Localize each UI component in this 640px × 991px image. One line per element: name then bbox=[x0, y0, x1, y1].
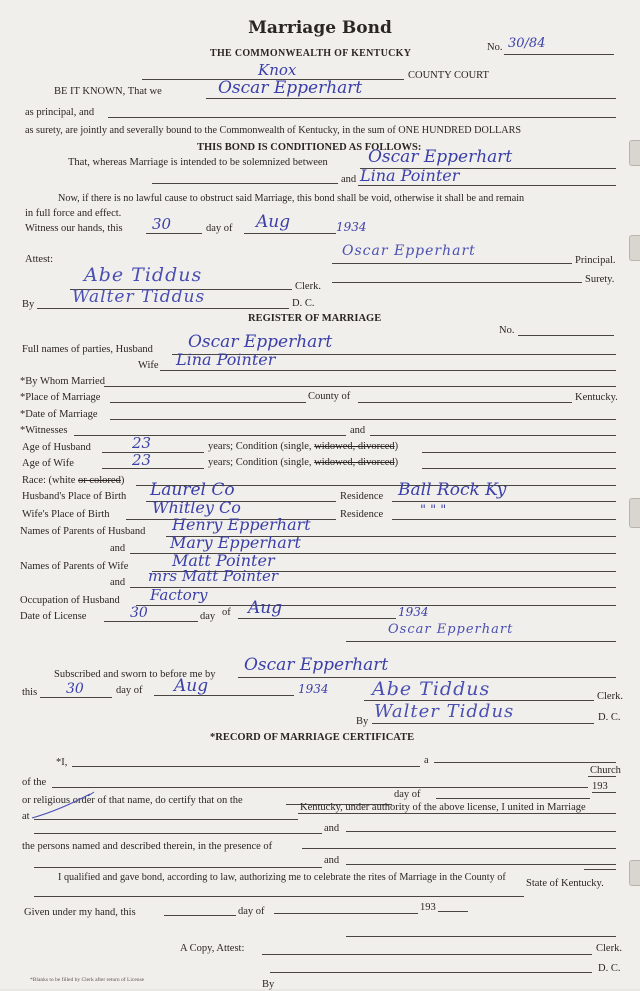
line bbox=[34, 819, 298, 820]
age-wife-label: Age of Wife bbox=[22, 458, 74, 469]
age-husband-value: 23 bbox=[132, 434, 152, 452]
line bbox=[298, 813, 616, 814]
by-label: By bbox=[22, 299, 35, 310]
no-label: No. bbox=[487, 42, 503, 53]
line bbox=[422, 452, 616, 453]
parent-husband-2: Mary Epperhart bbox=[170, 533, 301, 552]
line bbox=[52, 787, 588, 788]
line bbox=[274, 913, 418, 914]
dc-label: D. C. bbox=[292, 298, 315, 309]
county-court-label: COUNTY COURT bbox=[408, 70, 489, 81]
line bbox=[104, 386, 616, 387]
full-names-label: Full names of parties, Husband bbox=[22, 344, 153, 355]
line bbox=[438, 911, 468, 912]
wife-birth-label: Wife's Place of Birth bbox=[22, 509, 110, 520]
line bbox=[346, 641, 616, 642]
wife-residence-value: " " " bbox=[420, 503, 447, 518]
age-husband-label: Age of Husband bbox=[22, 442, 91, 453]
cert-i-label: *I, bbox=[56, 757, 68, 768]
line bbox=[244, 233, 336, 234]
dc-label-2: D. C. bbox=[598, 712, 621, 723]
dc-signature-2: Walter Tiddus bbox=[374, 701, 515, 722]
line bbox=[358, 185, 616, 186]
and-label-h: and bbox=[110, 543, 126, 554]
line bbox=[72, 766, 420, 767]
and-label: and bbox=[341, 174, 357, 185]
subscribed-month: Aug bbox=[174, 676, 209, 696]
clerk-signature: Abe Tiddus bbox=[84, 264, 203, 286]
given-day-of-label: day of bbox=[238, 906, 265, 917]
line bbox=[584, 869, 616, 870]
witness-day: 30 bbox=[152, 215, 172, 233]
as-principal-label: as principal, and bbox=[25, 107, 95, 118]
no-lawful-text-1: Now, if there is no lawful cause to obstruct said Marriage, this bond shall be void, otherwise it shall be and remain bbox=[58, 193, 525, 204]
line bbox=[436, 798, 590, 799]
line bbox=[152, 183, 338, 184]
subscribed-year: 1934 bbox=[298, 682, 329, 696]
given-year-label: 193 bbox=[420, 902, 436, 913]
line bbox=[434, 762, 616, 763]
license-signature: Oscar Epperhart bbox=[388, 622, 514, 637]
line bbox=[370, 435, 616, 436]
clerk-label-3: Clerk. bbox=[596, 943, 622, 954]
line bbox=[37, 308, 289, 309]
license-day: 30 bbox=[130, 605, 148, 621]
principal-name: Oscar Epperhart bbox=[218, 78, 363, 98]
witness-hands-label: Witness our hands, this bbox=[25, 223, 123, 234]
line bbox=[40, 697, 112, 698]
this-label: this bbox=[22, 687, 38, 698]
parent-husband-1: Henry Epperhart bbox=[172, 515, 311, 534]
line bbox=[346, 936, 616, 937]
line bbox=[136, 605, 616, 606]
line bbox=[346, 831, 616, 832]
place-marriage-label: *Place of Marriage bbox=[20, 392, 101, 403]
parent-wife-2: mrs Matt Pointer bbox=[148, 567, 279, 585]
parents-wife-label: Names of Parents of Wife bbox=[20, 561, 129, 572]
occupation-value: Factory bbox=[150, 586, 208, 604]
line bbox=[34, 896, 524, 897]
cert-year-label: 193 bbox=[592, 781, 608, 792]
license-day-label: day bbox=[200, 611, 216, 622]
pen-scribble-mark bbox=[30, 790, 100, 822]
presence-and-label: and bbox=[324, 855, 340, 866]
be-it-known-label: BE IT KNOWN, That we bbox=[54, 86, 162, 97]
register-heading: REGISTER OF MARRIAGE bbox=[248, 313, 382, 324]
binder-tab bbox=[629, 140, 640, 166]
kentucky-label: Kentucky. bbox=[575, 392, 618, 403]
clerk-signature-2: Abe Tiddus bbox=[372, 678, 491, 700]
line bbox=[154, 695, 294, 696]
surety-text: as surety, are jointly and severally bound to the Commonwealth of Kentucky, in the sum of ONE HUNDRED DOLLARS bbox=[25, 125, 522, 136]
witnesses-label: *Witnesses bbox=[20, 425, 68, 436]
sub-day-of-label: day of bbox=[116, 685, 143, 696]
subscribed-label: Subscribed and sworn to before me by bbox=[54, 669, 216, 680]
witness-year: 1934 bbox=[336, 220, 367, 234]
document-title: Marriage Bond bbox=[248, 18, 392, 38]
license-of-label: of bbox=[222, 607, 231, 618]
line bbox=[238, 618, 396, 619]
line bbox=[422, 468, 616, 469]
license-year: 1934 bbox=[398, 605, 429, 619]
by-whom-label: *By Whom Married bbox=[20, 376, 105, 387]
line bbox=[332, 263, 572, 264]
husband-residence-value: Ball Rock Ky bbox=[398, 480, 507, 500]
line bbox=[588, 776, 616, 777]
line bbox=[104, 621, 198, 622]
occupation-label: Occupation of Husband bbox=[20, 595, 120, 606]
county-value: Knox bbox=[258, 61, 297, 79]
state-kentucky-label: State of Kentucky. bbox=[526, 878, 604, 889]
line bbox=[102, 468, 204, 469]
line bbox=[392, 501, 616, 502]
record-heading: *RECORD OF MARRIAGE CERTIFICATE bbox=[210, 732, 415, 743]
line bbox=[358, 402, 572, 403]
footnote-text: *Blanks to be filled by Clerk after return of License bbox=[30, 977, 145, 983]
line bbox=[392, 519, 616, 520]
conditioned-heading: THIS BOND IS CONDITIONED AS FOLLOWS: bbox=[197, 142, 422, 153]
line bbox=[346, 864, 616, 865]
wife-label: Wife bbox=[138, 360, 159, 371]
principal-label: Principal. bbox=[575, 255, 616, 266]
binder-tab bbox=[629, 235, 640, 261]
line bbox=[110, 419, 616, 420]
and-label-w: and bbox=[110, 577, 126, 588]
line bbox=[110, 402, 306, 403]
line bbox=[592, 792, 616, 793]
line bbox=[146, 233, 202, 234]
husband-birth-label: Husband's Place of Birth bbox=[22, 491, 127, 502]
parent-wife-1: Matt Pointer bbox=[172, 551, 275, 570]
party2-name: Lina Pointer bbox=[360, 166, 460, 185]
line bbox=[108, 117, 616, 118]
dc-label-3: D. C. bbox=[598, 963, 621, 974]
line bbox=[74, 435, 346, 436]
line bbox=[102, 452, 204, 453]
clerk-label-2: Clerk. bbox=[597, 691, 623, 702]
given-hand-label: Given under my hand, this bbox=[24, 907, 136, 918]
line bbox=[504, 54, 614, 55]
surety-label: Surety. bbox=[585, 274, 615, 285]
subscribed-day: 30 bbox=[66, 681, 84, 697]
cert-day-of-label: day of bbox=[394, 789, 421, 800]
subscribed-name: Oscar Epperhart bbox=[244, 655, 389, 675]
line bbox=[332, 282, 582, 283]
day-of-label: day of bbox=[206, 223, 233, 234]
by-label-3: By bbox=[262, 979, 275, 990]
clerk-label: Clerk. bbox=[295, 281, 321, 292]
line bbox=[270, 972, 592, 973]
wife-residence-label: Residence bbox=[340, 509, 384, 520]
binder-tab bbox=[629, 498, 640, 528]
cert-and-label: and bbox=[324, 823, 340, 834]
line bbox=[160, 370, 616, 371]
bond-number: 30/84 bbox=[508, 36, 546, 51]
binder-tab bbox=[629, 860, 640, 886]
commonwealth-heading: THE COMMONWEALTH OF KENTUCKY bbox=[210, 48, 412, 59]
church-label: Church bbox=[590, 765, 621, 776]
line bbox=[34, 867, 322, 868]
husband-birth-value: Laurel Co bbox=[150, 480, 235, 500]
line bbox=[302, 848, 616, 849]
line bbox=[262, 954, 592, 955]
license-month: Aug bbox=[248, 598, 283, 618]
wife-birth-value: Whitley Co bbox=[152, 498, 241, 517]
persons-named-text: the persons named and described therein, in the presence of bbox=[22, 841, 273, 852]
condition-husband: years; Condition (single, widowed, divorced) bbox=[208, 441, 399, 452]
of-the-label: of the bbox=[22, 777, 47, 788]
husband-name: Oscar Epperhart bbox=[188, 332, 333, 352]
age-wife-value: 23 bbox=[132, 451, 152, 469]
line bbox=[206, 98, 616, 99]
cert-a-label: a bbox=[424, 755, 429, 766]
witness-month: Aug bbox=[256, 212, 291, 232]
cert-kentucky-text: Kentucky, under authority of the above license, I united in Marriage bbox=[300, 802, 586, 813]
wife-name: Lina Pointer bbox=[176, 350, 276, 369]
line bbox=[34, 833, 322, 834]
condition-wife: years; Condition (single, widowed, divorced) bbox=[208, 457, 399, 468]
whereas-text: That, whereas Marriage is intended to be solemnized between bbox=[68, 157, 328, 168]
parents-husband-label: Names of Parents of Husband bbox=[20, 526, 146, 537]
date-marriage-label: *Date of Marriage bbox=[20, 409, 98, 420]
party1-name: Oscar Epperhart bbox=[368, 147, 513, 167]
residence-label: Residence bbox=[340, 491, 384, 502]
dc-signature: Walter Tiddus bbox=[72, 287, 206, 307]
principal-signature: Oscar Epperhart bbox=[342, 243, 476, 259]
witnesses-and-label: and bbox=[350, 425, 366, 436]
no-lawful-text-2: in full force and effect. bbox=[25, 208, 122, 219]
date-license-label: Date of License bbox=[20, 611, 87, 622]
attest-label: Attest: bbox=[25, 254, 53, 265]
race-label: Race: (white or colored) bbox=[22, 475, 125, 486]
copy-attest-label: A Copy, Attest: bbox=[180, 943, 245, 954]
line bbox=[518, 335, 614, 336]
register-no-label: No. bbox=[499, 325, 515, 336]
line bbox=[164, 915, 236, 916]
at-label: at bbox=[22, 811, 30, 822]
qualified-text: I qualified and gave bond, according to law, authorizing me to celebrate the rites of Marriage in the County of bbox=[58, 872, 506, 883]
line bbox=[372, 723, 594, 724]
by-label-2: By bbox=[356, 716, 369, 727]
county-of-label: County of bbox=[308, 391, 351, 402]
religious-order-text: or religious order of that name, do certify that on the bbox=[22, 795, 243, 806]
